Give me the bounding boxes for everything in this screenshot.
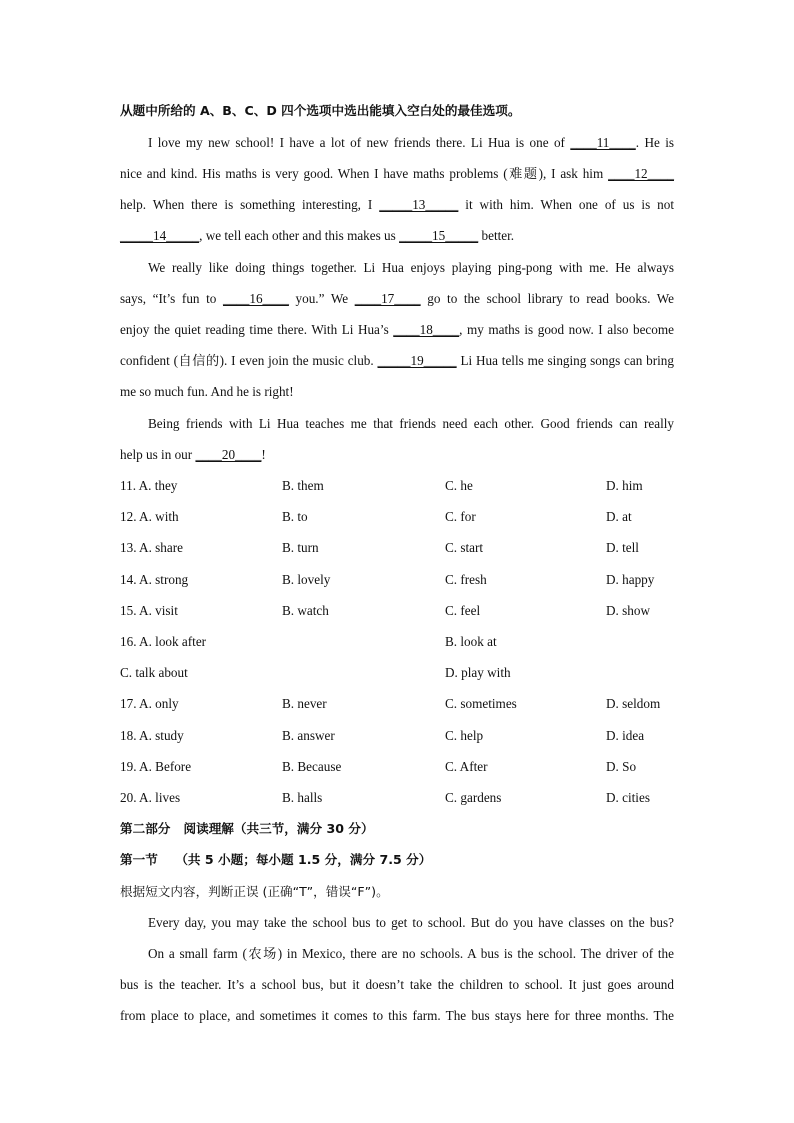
blank-12[interactable]: ____12____ [608, 166, 674, 181]
option-text: gardens [460, 790, 502, 805]
option-text: visit [155, 603, 178, 618]
passage-line-5: We really like doing things together. Li Hua enjoys playing ping-pong with me. He always [148, 260, 674, 275]
text: I love my new school! I have a lot of new friends there. Li Hua is one of [148, 135, 571, 150]
option-15-d[interactable]: D. show [606, 603, 650, 618]
reading-line-4: from place to place, and sometimes it comes to this farm. The bus stays here for three months. The [120, 1008, 674, 1023]
option-15-c[interactable]: C. feel [445, 603, 481, 618]
passage-line-10: Being friends with Li Hua teaches me that friends need each other. Good friends can really [148, 416, 674, 431]
section1-heading: 第一节 （共 5 小题；每小题 1.5 分，满分 7.5 分） [120, 852, 432, 867]
option-text: start [460, 540, 484, 555]
option-16-a[interactable]: 16. A. look after [120, 634, 207, 649]
option-text: halls [297, 790, 323, 805]
reading-line-1: Every day, you may take the school bus to get to school. But do you have classes on the bus? [148, 915, 674, 930]
blank-11[interactable]: ____11____ [570, 135, 636, 150]
option-text: Before [155, 759, 192, 774]
option-text: them [297, 478, 324, 493]
passage-line-2 [120, 166, 674, 182]
passage-line-6 [120, 291, 674, 307]
passage-line-4 [120, 228, 514, 244]
option-text: So [622, 759, 637, 774]
option-text: study [155, 728, 184, 743]
blank-14[interactable]: _____14_____ [120, 228, 200, 243]
option-17-c[interactable]: C. sometimes [445, 696, 517, 711]
option-13-a[interactable]: 13. A. share [120, 540, 183, 555]
option-15-a[interactable]: 15. A. visit [120, 603, 178, 618]
option-text: him [622, 478, 643, 493]
option-13-c[interactable]: C. start [445, 540, 484, 555]
option-text: feel [460, 603, 481, 618]
option-14-d[interactable]: D. happy [606, 572, 655, 587]
part2-heading: 第二部分 阅读理解（共三节，满分 30 分） [120, 821, 374, 836]
blank-13[interactable]: _____13_____ [379, 197, 459, 212]
option-12-c[interactable]: C. for [445, 509, 476, 524]
option-text: he [460, 478, 473, 493]
option-text: turn [297, 540, 319, 555]
option-19-d[interactable]: D. So [606, 759, 637, 774]
text: enjoy the quiet reading time there. With Li Hua’s [120, 322, 394, 337]
option-text: to [297, 509, 308, 524]
option-text: never [297, 696, 327, 711]
text: , my maths is good now. I also become [459, 322, 674, 337]
option-text: lovely [297, 572, 331, 587]
option-16-c[interactable]: C. talk about [120, 665, 188, 680]
passage-line-3 [120, 197, 674, 213]
reading-line-2: On a small farm (农场) in Mexico, there are no schools. A bus is the school. The driver of the [148, 946, 674, 961]
option-text: Because [297, 759, 342, 774]
option-text: help [460, 728, 484, 743]
text: ! [261, 447, 266, 462]
blank-18[interactable]: ____18____ [393, 322, 460, 337]
option-text: at [622, 509, 632, 524]
blank-16[interactable]: ____16____ [222, 291, 289, 306]
option-20-b[interactable]: B. halls [282, 790, 323, 805]
option-14-a[interactable]: 14. A. strong [120, 572, 189, 587]
option-16-b[interactable]: B. look at [445, 634, 497, 649]
option-text: talk about [135, 665, 188, 680]
option-13-d[interactable]: D. tell [606, 540, 639, 555]
section1-instruction: 根据短文内容，判断正误 (正确“T”，错误“F”)。 [120, 884, 389, 899]
option-text: strong [155, 572, 189, 587]
option-11-a[interactable]: 11. A. they [120, 478, 178, 493]
option-text: seldom [622, 696, 661, 711]
option-11-d[interactable]: D. him [606, 478, 643, 493]
option-18-a[interactable]: 18. A. study [120, 728, 184, 743]
text: better. [478, 228, 515, 243]
option-text: idea [622, 728, 645, 743]
option-20-d[interactable]: D. cities [606, 790, 650, 805]
text: nice and kind. His maths is very good. When I have maths problems (难题), I ask him [120, 166, 609, 181]
option-17-d[interactable]: D. seldom [606, 696, 661, 711]
cloze-instruction: 从题中所给的 A、B、C、D 四个选项中选出能填入空白处的最佳选项。 [120, 103, 521, 118]
option-text: look at [460, 634, 497, 649]
option-text: for [460, 509, 476, 524]
option-19-c[interactable]: C. After [445, 759, 488, 774]
text: Li Hua tells me singing songs can bring [456, 353, 674, 368]
text: it with him. When one of us is not [458, 197, 674, 212]
option-20-c[interactable]: C. gardens [445, 790, 502, 805]
reading-line-3: bus is the teacher. It’s a school bus, but it doesn’t take the children to school. It just goes around [120, 977, 674, 992]
option-text: lives [155, 790, 181, 805]
option-text: they [154, 478, 178, 493]
passage-line-11 [120, 447, 266, 463]
text: . He is [635, 135, 674, 150]
option-18-b[interactable]: B. answer [282, 728, 335, 743]
option-16-d[interactable]: D. play with [445, 665, 511, 680]
option-text: tell [622, 540, 639, 555]
option-text: fresh [460, 572, 487, 587]
option-11-b[interactable]: B. them [282, 478, 324, 493]
option-14-c[interactable]: C. fresh [445, 572, 487, 587]
option-text: watch [297, 603, 329, 618]
option-11-c[interactable]: C. he [445, 478, 473, 493]
option-text: with [155, 509, 179, 524]
option-text: happy [622, 572, 655, 587]
option-12-b[interactable]: B. to [282, 509, 308, 524]
option-12-d[interactable]: D. at [606, 509, 632, 524]
option-12-a[interactable]: 12. A. with [120, 509, 179, 524]
option-13-b[interactable]: B. turn [282, 540, 319, 555]
option-17-a[interactable]: 17. A. only [120, 696, 179, 711]
text: go to the school library to read books. We [420, 291, 674, 306]
text: help us in our [120, 447, 196, 462]
passage-line-8 [120, 353, 674, 369]
option-18-d[interactable]: D. idea [606, 728, 645, 743]
blank-20[interactable]: ____20____ [195, 447, 262, 462]
option-text: show [622, 603, 650, 618]
passage-line-9: me so much fun. And he is right! [120, 384, 294, 399]
option-text: look after [155, 634, 207, 649]
option-14-b[interactable]: B. lovely [282, 572, 331, 587]
option-text: only [155, 696, 179, 711]
option-text: play with [461, 665, 511, 680]
option-text: share [155, 540, 183, 555]
option-19-b[interactable]: B. Because [282, 759, 342, 774]
option-20-a[interactable]: 20. A. lives [120, 790, 181, 805]
option-19-a[interactable]: 19. A. Before [120, 759, 192, 774]
option-text: cities [622, 790, 650, 805]
blank-15[interactable]: _____15_____ [399, 228, 479, 243]
option-text: sometimes [460, 696, 517, 711]
text: , we tell each other and this makes us [199, 228, 400, 243]
text: confident (自信的). I even join the music club. [120, 353, 378, 368]
blank-17[interactable]: ____17____ [354, 291, 421, 306]
option-18-c[interactable]: C. help [445, 728, 484, 743]
text: says, “It’s fun to [120, 291, 223, 306]
option-15-b[interactable]: B. watch [282, 603, 329, 618]
passage-line-1 [120, 135, 674, 151]
text: you.” We [288, 291, 355, 306]
option-text: answer [297, 728, 335, 743]
passage-line-7 [120, 322, 674, 338]
option-17-b[interactable]: B. never [282, 696, 327, 711]
option-text: After [459, 759, 488, 774]
blank-19[interactable]: _____19_____ [377, 353, 457, 368]
text: help. When there is something interesting, I [120, 197, 380, 212]
